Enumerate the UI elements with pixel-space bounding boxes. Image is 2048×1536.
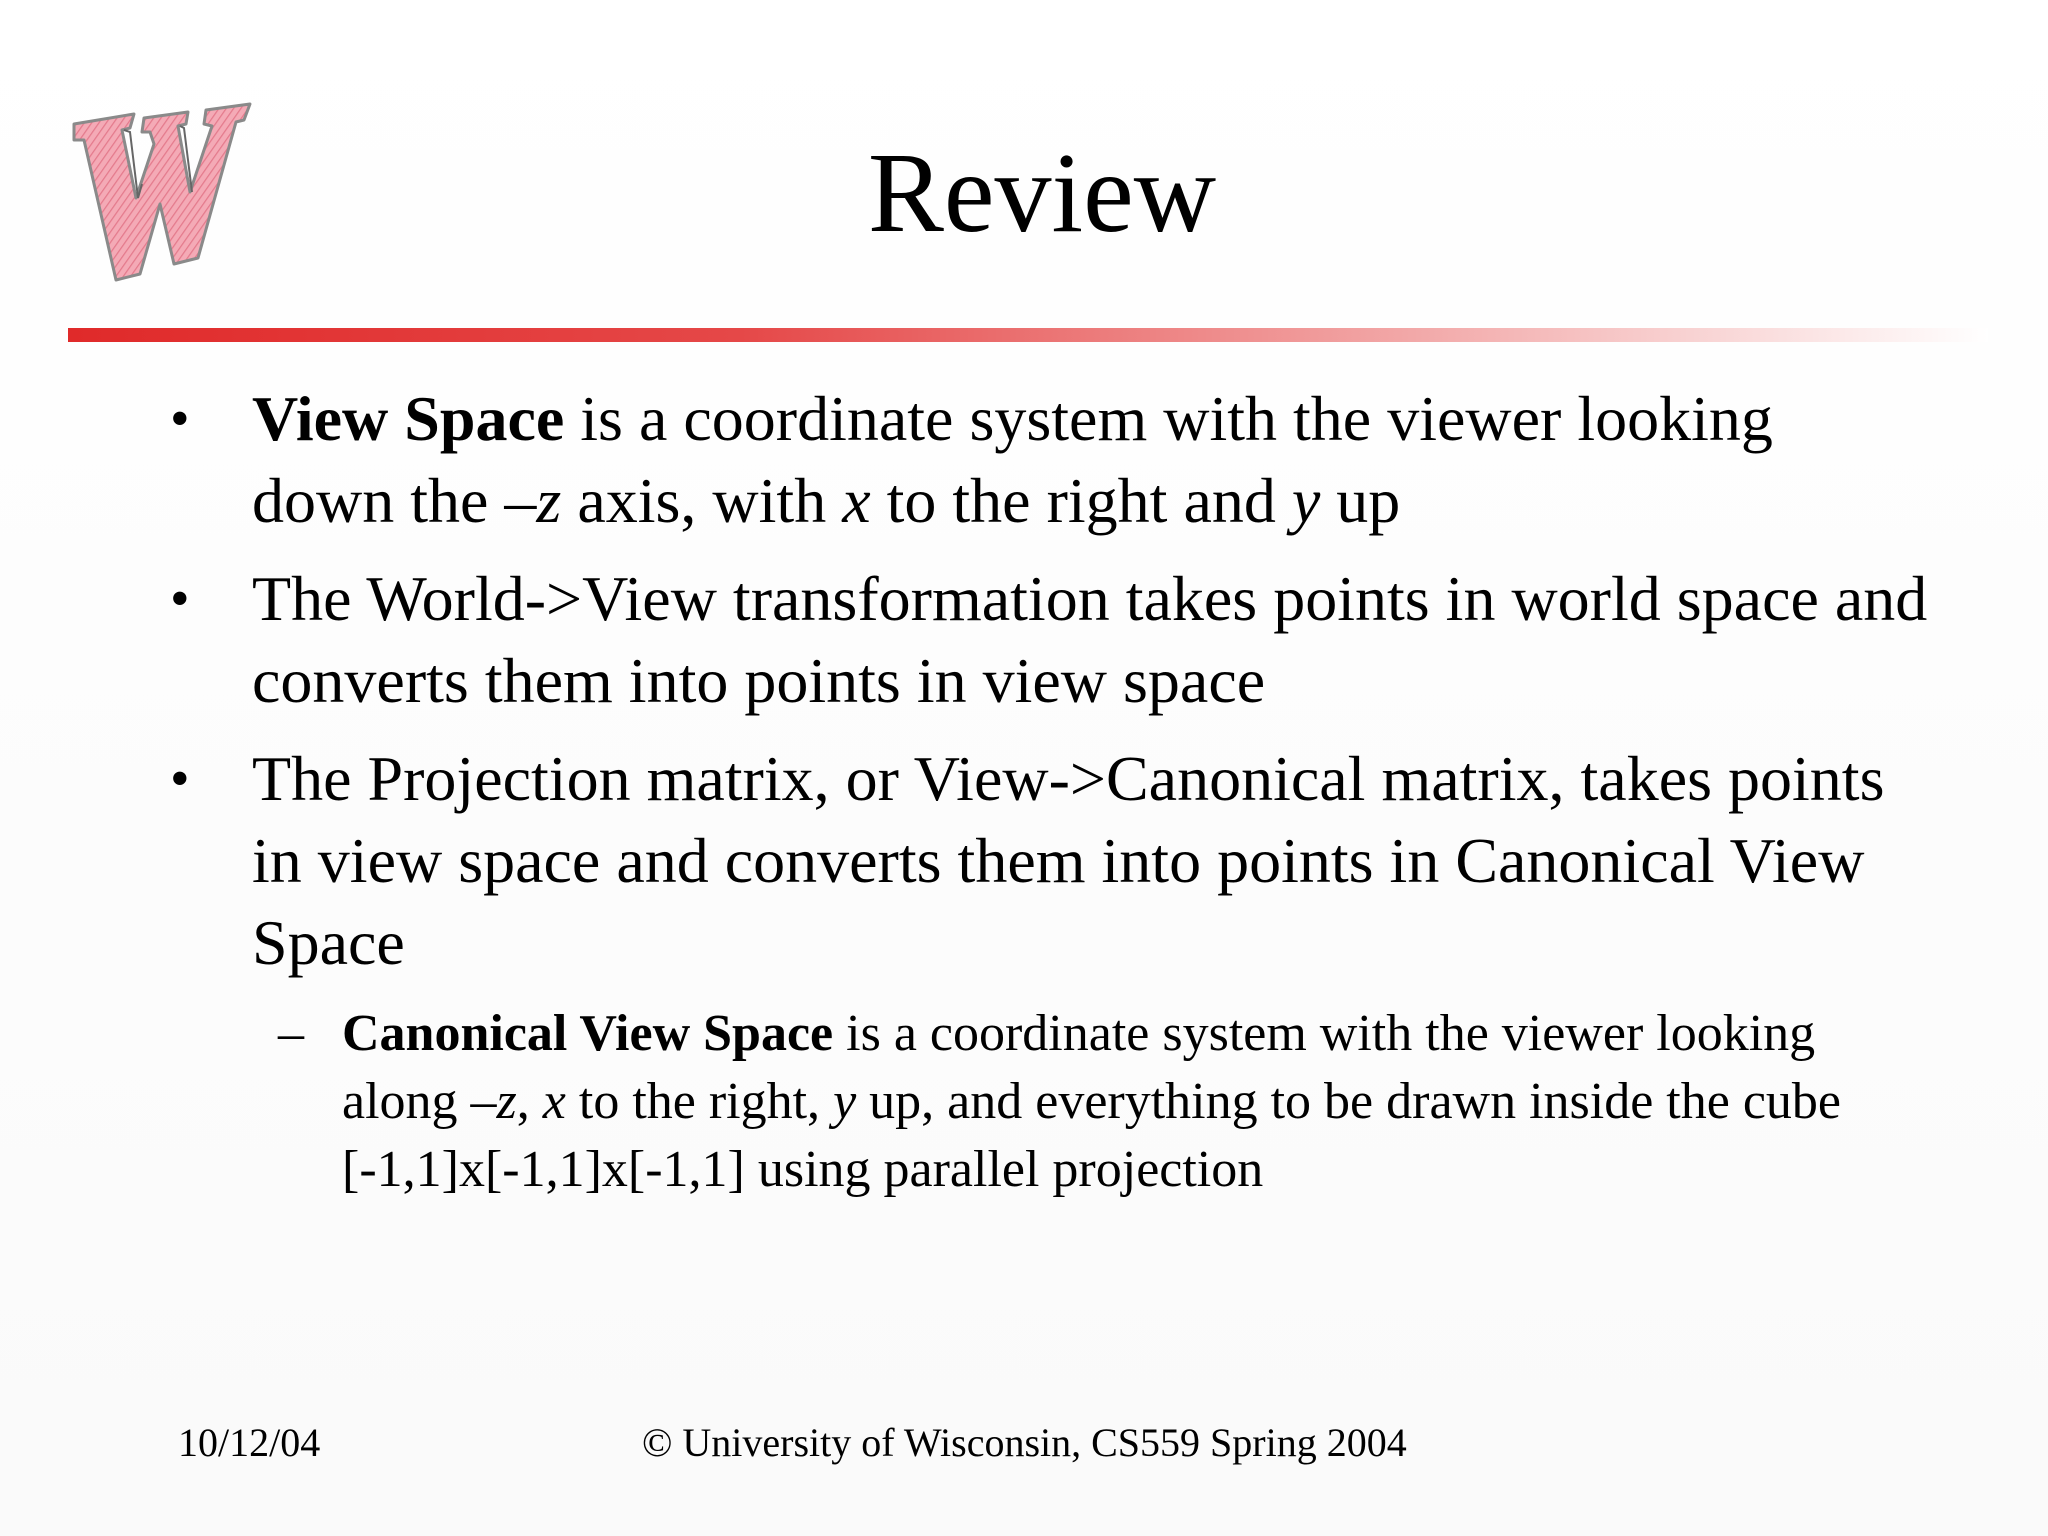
footer-date: 10/12/04 — [178, 1420, 321, 1465]
sub-bullet-canonical-view-space — [170, 1000, 1930, 1204]
bullet-dot: • — [170, 748, 190, 810]
slide-title: Review — [867, 129, 1217, 256]
title-divider — [68, 328, 1988, 342]
bullet-text: The World->View transformation takes points in world space and converts them into points in view space — [252, 563, 1928, 716]
sub-bullet-dash: – — [278, 1005, 304, 1062]
bullet-projection-matrix — [170, 738, 1930, 984]
sub-bullet-text: Canonical View Space is a coordinate system with the viewer looking along –z, x to the right, y up, and everything to be drawn inside the cube [-1,1]x[-1,1]x[-1,1] using parallel projection — [342, 1005, 1841, 1198]
bullet-dot: • — [170, 388, 190, 450]
footer-copyright: © University of Wisconsin, CS559 Spring 2004 — [642, 1420, 1407, 1465]
bullet-dot: • — [170, 568, 190, 630]
slide-body — [170, 378, 1930, 1204]
bullet-view-space — [170, 378, 1930, 542]
bullet-text: View Space is a coordinate system with the viewer looking down the –z axis, with x to the right and y up — [252, 383, 1773, 536]
bullet-text: The Projection matrix, or View->Canonical matrix, takes points in view space and converts them into points in Canonical View Space — [252, 743, 1885, 978]
bullet-world-view — [170, 558, 1930, 722]
